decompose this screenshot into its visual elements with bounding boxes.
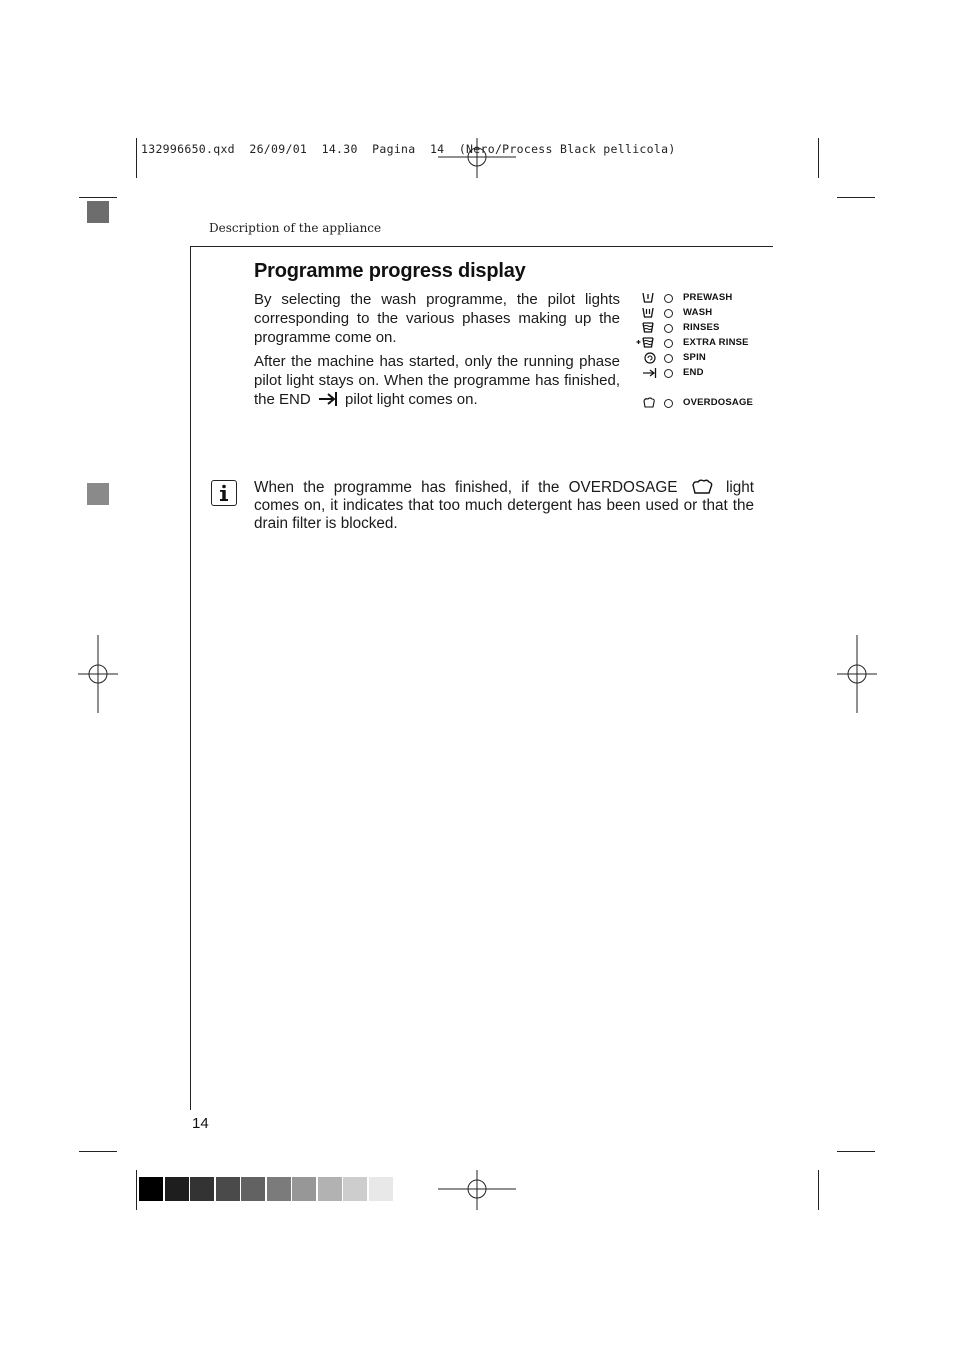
registration-mark-icon bbox=[78, 635, 118, 713]
pilot-lamp bbox=[664, 324, 673, 333]
color-swatch bbox=[267, 1177, 291, 1201]
page-title: Programme progress display bbox=[254, 260, 526, 282]
color-swatch bbox=[318, 1177, 342, 1201]
panel-row-overdosage bbox=[636, 396, 766, 410]
note-text: When the programme has finished, if the OVERDOSAGE bbox=[254, 479, 678, 496]
spin-icon bbox=[636, 351, 658, 365]
crop-mark bbox=[818, 138, 819, 178]
extra-rinse-icon bbox=[636, 336, 658, 350]
side-tab-marker bbox=[87, 201, 109, 223]
crop-mark bbox=[79, 1151, 117, 1152]
pilot-lamp bbox=[664, 399, 673, 408]
intro-paragraph: By selecting the wash programme, the pilot lights corresponding to the various phases making up the programme come on. bbox=[254, 291, 620, 346]
overdosage-note bbox=[254, 478, 754, 533]
crop-mark bbox=[136, 1170, 137, 1210]
crop-mark bbox=[818, 1170, 819, 1210]
note-text: light comes on, it indicates that too much detergent has been used or that the drain filter is blocked. bbox=[254, 479, 755, 532]
pilot-lamp bbox=[664, 294, 673, 303]
registration-mark-icon bbox=[438, 1170, 516, 1210]
crop-mark bbox=[136, 138, 137, 178]
info-icon bbox=[211, 480, 237, 506]
end-arrow-icon bbox=[318, 391, 338, 407]
panel-label: SPIN bbox=[683, 352, 706, 363]
wash-tub-icon bbox=[636, 306, 658, 320]
rinse-tub-icon bbox=[636, 321, 658, 335]
crop-mark bbox=[837, 1151, 875, 1152]
panel-label: RINSES bbox=[683, 322, 720, 333]
running-phase-paragraph bbox=[254, 352, 620, 409]
pilot-lamp bbox=[664, 354, 673, 363]
side-tab-marker bbox=[87, 483, 109, 505]
registration-mark-icon bbox=[438, 138, 516, 178]
end-arrow-icon bbox=[636, 366, 658, 380]
panel-row-spin bbox=[636, 351, 766, 365]
panel-label: EXTRA RINSE bbox=[683, 337, 749, 348]
panel-row-prewash bbox=[636, 291, 766, 305]
crop-mark bbox=[79, 197, 117, 198]
section-header: Description of the appliance bbox=[209, 221, 382, 235]
paragraph-text: After the machine has started, only the running phase pilot light stays on. When the programme has finished, the END bbox=[254, 353, 620, 408]
color-swatch bbox=[165, 1177, 189, 1201]
color-swatch bbox=[190, 1177, 214, 1201]
panel-row-rinses bbox=[636, 321, 766, 335]
panel-label: END bbox=[683, 367, 704, 378]
color-swatch bbox=[216, 1177, 240, 1201]
print-slug: 132996650.qxd 26/09/01 14.30 Pagina 14 (Nero/Process Black pellicola) bbox=[141, 142, 676, 156]
margin-rule bbox=[190, 246, 191, 1110]
pilot-lamp bbox=[664, 369, 673, 378]
color-swatch bbox=[369, 1177, 393, 1201]
pilot-lamp bbox=[664, 309, 673, 318]
color-swatch bbox=[292, 1177, 316, 1201]
panel-label: WASH bbox=[683, 307, 713, 318]
panel-label: OVERDOSAGE bbox=[683, 397, 754, 408]
pilot-lamp bbox=[664, 339, 673, 348]
panel-row-end bbox=[636, 366, 766, 380]
registration-mark-icon bbox=[837, 635, 877, 713]
crop-mark bbox=[837, 197, 875, 198]
overdosage-icon bbox=[690, 478, 714, 495]
paragraph-text: pilot light comes on. bbox=[345, 391, 478, 408]
header-rule bbox=[190, 246, 773, 247]
color-swatch bbox=[241, 1177, 265, 1201]
panel-row-extra-rinse bbox=[636, 336, 766, 350]
overdosage-icon bbox=[636, 396, 658, 410]
prewash-tub-icon bbox=[636, 291, 658, 305]
panel-label: PREWASH bbox=[683, 292, 733, 303]
page-number: 14 bbox=[192, 1115, 209, 1132]
color-swatch bbox=[139, 1177, 163, 1201]
panel-row-wash bbox=[636, 306, 766, 320]
color-swatch bbox=[343, 1177, 367, 1201]
